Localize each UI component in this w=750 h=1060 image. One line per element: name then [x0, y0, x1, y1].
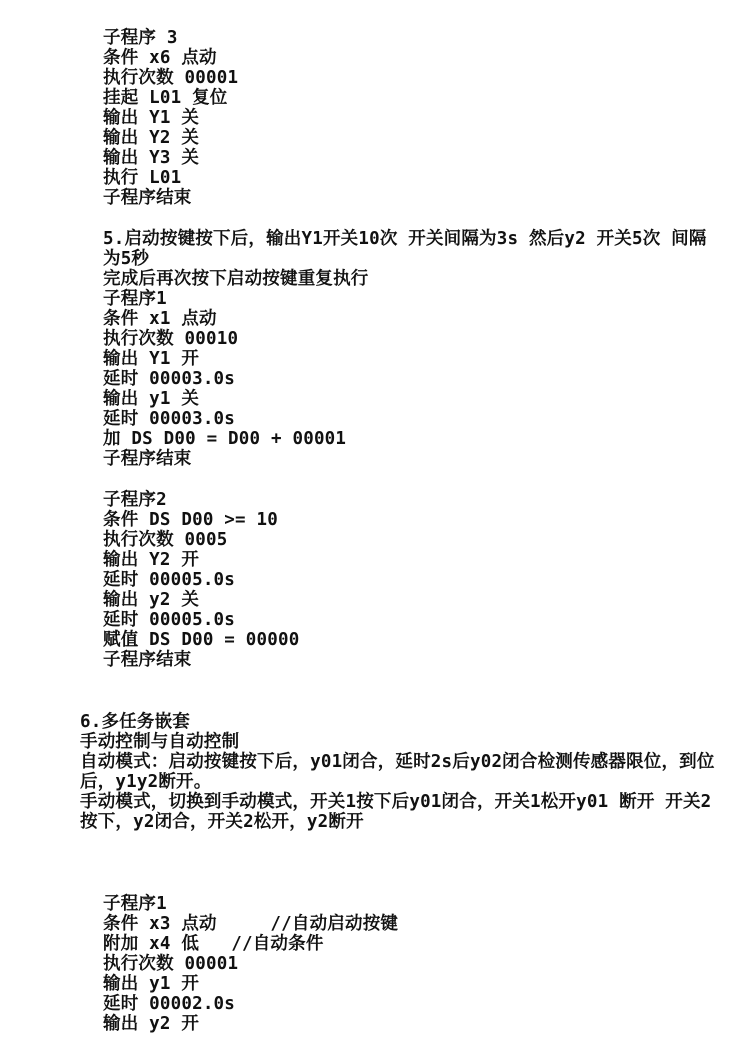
code-line: 输出 Y2 关 [103, 128, 200, 148]
auto-mode-text: 自动模式：启动按键按下后，y01闭合，延时2s后y02闭合检测传感器限位，到位后，y1y2断开。 [80, 752, 715, 792]
code-line: 延时 00003.0s [103, 369, 236, 389]
code-line: 输出 y1 关 [103, 389, 200, 409]
code-line: 执行次数 0005 [103, 530, 228, 550]
code-line: 输出 Y1 关 [103, 108, 200, 128]
code-line: 执行次数 00001 [103, 954, 239, 974]
code-line: 子程序结束 [103, 188, 192, 208]
section-5-subtitle: 完成后再次按下启动按键重复执行 [103, 269, 369, 289]
code-line: 延时 00002.0s [103, 994, 236, 1014]
code-line: 加 DS D00 = D00 + 00001 [103, 429, 347, 449]
code-line: 输出 y1 开 [103, 974, 200, 994]
section-6-heading: 手动控制与自动控制 [80, 732, 240, 752]
section-6-title: 6.多任务嵌套 [80, 712, 190, 732]
code-line: 延时 00003.0s [103, 409, 236, 429]
code-line: 执行 L01 [103, 168, 182, 188]
code-line: 延时 00005.0s [103, 570, 236, 590]
code-line: 附加 x4 低 //自动条件 [103, 934, 324, 954]
code-line: 条件 DS D00 >= 10 [103, 510, 278, 530]
code-line: 条件 x1 点动 [103, 309, 217, 329]
code-line: 子程序结束 [103, 650, 192, 670]
code-line: 延时 00005.0s [103, 610, 236, 630]
code-line: 子程序2 [103, 490, 167, 510]
code-line: 条件 x6 点动 [103, 48, 217, 68]
code-line: 子程序结束 [103, 449, 192, 469]
code-line: 输出 Y2 开 [103, 550, 200, 570]
code-line: 输出 y2 关 [103, 590, 200, 610]
code-line: 赋值 DS D00 = 00000 [103, 630, 300, 650]
code-line: 输出 Y3 关 [103, 148, 200, 168]
code-line: 子程序1 [103, 894, 167, 914]
code-line: 输出 y2 开 [103, 1014, 200, 1034]
code-line: 子程序 3 [103, 28, 178, 48]
code-line: 子程序1 [103, 289, 167, 309]
code-line: 输出 Y1 开 [103, 349, 200, 369]
code-line: 条件 x3 点动 //自动启动按键 [103, 914, 399, 934]
code-line: 执行次数 00001 [103, 68, 239, 88]
manual-mode-text: 手动模式，切换到手动模式，开关1按下后y01闭合，开关1松开y01 断开 开关2按下，y2闭合，开关2松开，y2断开 [80, 792, 712, 832]
code-line: 挂起 L01 复位 [103, 88, 228, 108]
code-line: 执行次数 00010 [103, 329, 239, 349]
section-5-title: 5.启动按键按下后，输出Y1开关10次 开关间隔为3s 然后y2 开关5次 间隔为5秒 [103, 229, 707, 269]
